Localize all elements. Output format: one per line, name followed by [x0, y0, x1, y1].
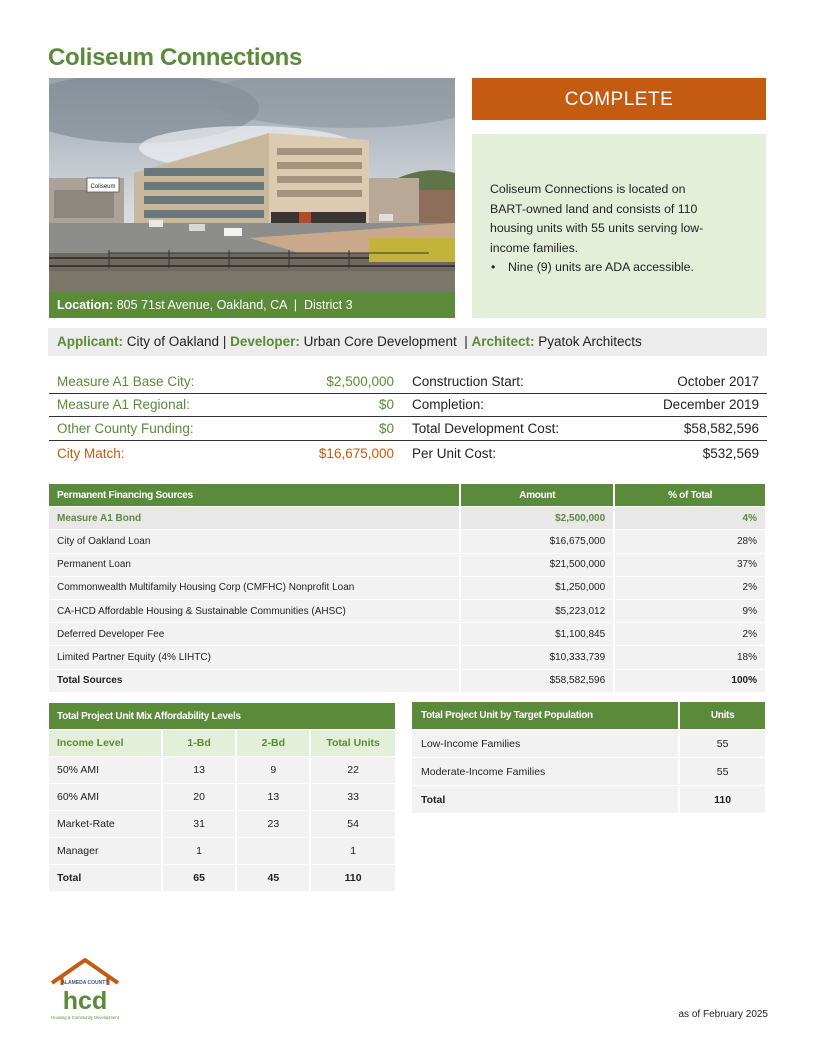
total-percent: 100%: [614, 669, 766, 692]
income-level: 50% AMI: [49, 757, 162, 784]
units-total: 110: [679, 786, 766, 814]
source-amount: $1,100,845: [460, 623, 614, 646]
location-bar: [49, 292, 455, 318]
location-separator: |: [293, 298, 297, 312]
schedule-value: $532,569: [702, 446, 759, 461]
funding-row: [49, 417, 767, 441]
source-percent: 37%: [614, 553, 766, 576]
target-header-row: [412, 702, 766, 730]
logo-org: ALAMEDA COUNTY: [61, 980, 109, 986]
target-population-table: [412, 702, 767, 814]
total-label: Total: [412, 786, 679, 814]
funding-cell: [49, 417, 402, 441]
description-bullets: [490, 258, 720, 278]
population-units: 55: [679, 758, 766, 786]
schedule-label: Per Unit Cost:: [412, 446, 497, 461]
one-bd-count: 31: [162, 811, 237, 838]
funding-value: $0: [378, 397, 394, 413]
total-units: 22: [310, 757, 396, 784]
funding-cell: [49, 370, 402, 394]
funding-value: $0: [378, 420, 394, 436]
income-level: Market-Rate: [49, 811, 162, 838]
schedule-label: Construction Start:: [412, 373, 524, 389]
schedule-value: October 2017: [677, 373, 759, 389]
table-row: [412, 730, 766, 758]
funding-label: Measure A1 Regional:: [57, 397, 190, 413]
funding-row: [49, 394, 767, 418]
table-row: [49, 757, 396, 784]
funding-label: Measure A1 Base City:: [57, 373, 195, 389]
applicant-value: City of Oakland: [126, 334, 220, 349]
source-percent: 28%: [614, 530, 766, 553]
status-badge: COMPLETE: [472, 78, 766, 120]
station-sign: Coliseum: [90, 184, 116, 190]
source-amount: $2,500,000: [460, 507, 614, 530]
two-bd-count: 9: [236, 757, 310, 784]
source-name: Measure A1 Bond: [49, 507, 460, 530]
architect-value: Pyatok Architects: [538, 334, 642, 349]
table-row: [49, 599, 766, 622]
column-header: Total Project Unit by Target Population: [412, 702, 679, 730]
source-percent: 18%: [614, 646, 766, 669]
source-name: City of Oakland Loan: [49, 530, 460, 553]
financing-header-row: [49, 484, 766, 507]
schedule-cell: [402, 417, 767, 441]
schedule-cell: [402, 441, 767, 467]
financing-table: [49, 484, 767, 693]
table-row: [412, 758, 766, 786]
income-level: Manager: [49, 838, 162, 865]
total-label: Total Sources: [49, 669, 460, 692]
funding-summary: [49, 370, 767, 467]
column-header: Permanent Financing Sources: [49, 484, 460, 507]
source-amount: $21,500,000: [460, 553, 614, 576]
as-of-date: as of February 2025: [678, 1009, 768, 1020]
description-bullet: • Nine (9) units are ADA accessible.: [508, 258, 720, 278]
two-bd-count: [236, 838, 310, 865]
source-name: Deferred Developer Fee: [49, 623, 460, 646]
two-bd-total: 45: [236, 865, 310, 892]
funding-row: [49, 370, 767, 394]
source-amount: $16,675,000: [460, 530, 614, 553]
column-header: Income Level: [49, 730, 162, 757]
hcd-logo: [48, 957, 122, 1023]
table-row: [49, 646, 766, 669]
location-label: Location:: [57, 298, 114, 312]
schedule-value: December 2019: [662, 397, 759, 413]
one-bd-total: 65: [162, 865, 237, 892]
column-header: Amount: [460, 484, 614, 507]
total-label: Total: [49, 865, 162, 892]
location-address: 805 71st Avenue, Oakland, CA: [116, 298, 287, 312]
location-district: District 3: [303, 298, 353, 312]
schedule-cell: [402, 370, 767, 394]
source-name: CA-HCD Affordable Housing & Sustainable Communities (AHSC): [49, 599, 460, 622]
total-units: 54: [310, 811, 396, 838]
table-row: [49, 576, 766, 599]
funding-row: [49, 441, 767, 467]
funding-label: Other County Funding:: [57, 420, 194, 436]
total-amount: $58,582,596: [460, 669, 614, 692]
two-bd-count: 23: [236, 811, 310, 838]
source-name: Permanent Loan: [49, 553, 460, 576]
one-bd-count: 1: [162, 838, 237, 865]
table-row: [49, 811, 396, 838]
project-description: [472, 134, 766, 318]
two-bd-count: 13: [236, 784, 310, 811]
source-amount: $5,223,012: [460, 599, 614, 622]
population-units: 55: [679, 730, 766, 758]
schedule-label: Total Development Cost:: [412, 420, 560, 436]
table-row: [49, 838, 396, 865]
funding-value: $2,500,000: [326, 373, 394, 389]
column-header: % of Total: [614, 484, 766, 507]
column-header: Total Units: [310, 730, 396, 757]
table-row: [49, 507, 766, 530]
table-row: [49, 553, 766, 576]
units-total: 110: [310, 865, 396, 892]
funding-cell: [49, 394, 402, 418]
unit-mix-header-row: [49, 730, 396, 757]
developer-value: Urban Core Development: [303, 334, 457, 349]
source-percent: 2%: [614, 576, 766, 599]
source-amount: $1,250,000: [460, 576, 614, 599]
total-row: [49, 865, 396, 892]
total-row: [49, 669, 766, 692]
developer-label: Developer:: [230, 334, 300, 349]
income-level: 60% AMI: [49, 784, 162, 811]
total-row: [412, 786, 766, 814]
applicant-label: Applicant:: [57, 334, 123, 349]
one-bd-count: 13: [162, 757, 237, 784]
schedule-cell: [402, 394, 767, 418]
population-name: Low-Income Families: [412, 730, 679, 758]
table-row: [49, 530, 766, 553]
column-header: 1-Bd: [162, 730, 237, 757]
source-percent: 9%: [614, 599, 766, 622]
schedule-value: $58,582,596: [683, 420, 759, 436]
city-match-label: City Match:: [57, 446, 125, 461]
description-text: Coliseum Connections is located on BART-owned land and consists of 110 housing units with 55 units serving low-income families.: [490, 182, 704, 255]
architect-label: Architect:: [471, 334, 535, 349]
total-units: 1: [310, 838, 396, 865]
schedule-label: Completion:: [412, 397, 485, 413]
source-percent: 4%: [614, 507, 766, 530]
source-percent: 2%: [614, 623, 766, 646]
total-units: 33: [310, 784, 396, 811]
unit-mix-caption: Total Project Unit Mix Affordability Levels: [49, 703, 396, 730]
project-photo: [49, 78, 455, 292]
table-row: [49, 784, 396, 811]
column-header: Units: [679, 702, 766, 730]
page-title: Coliseum Connections: [48, 44, 303, 71]
project-parties: Applicant: City of Oakland | Developer: Urban Core Development | Architect: Pyatok Architects: [48, 328, 767, 356]
population-name: Moderate-Income Families: [412, 758, 679, 786]
unit-mix-table: [49, 703, 397, 892]
source-name: Limited Partner Equity (4% LIHTC): [49, 646, 460, 669]
source-amount: $10,333,739: [460, 646, 614, 669]
logo-tagline: Housing & Community Development: [51, 1015, 119, 1020]
source-name: Commonwealth Multifamily Housing Corp (CMFHC) Nonprofit Loan: [49, 576, 460, 599]
logo-mark: hcd: [62, 987, 108, 1015]
city-match-value: $16,675,000: [318, 446, 394, 461]
one-bd-count: 20: [162, 784, 237, 811]
table-row: [49, 623, 766, 646]
funding-cell: [49, 441, 402, 467]
column-header: 2-Bd: [236, 730, 310, 757]
